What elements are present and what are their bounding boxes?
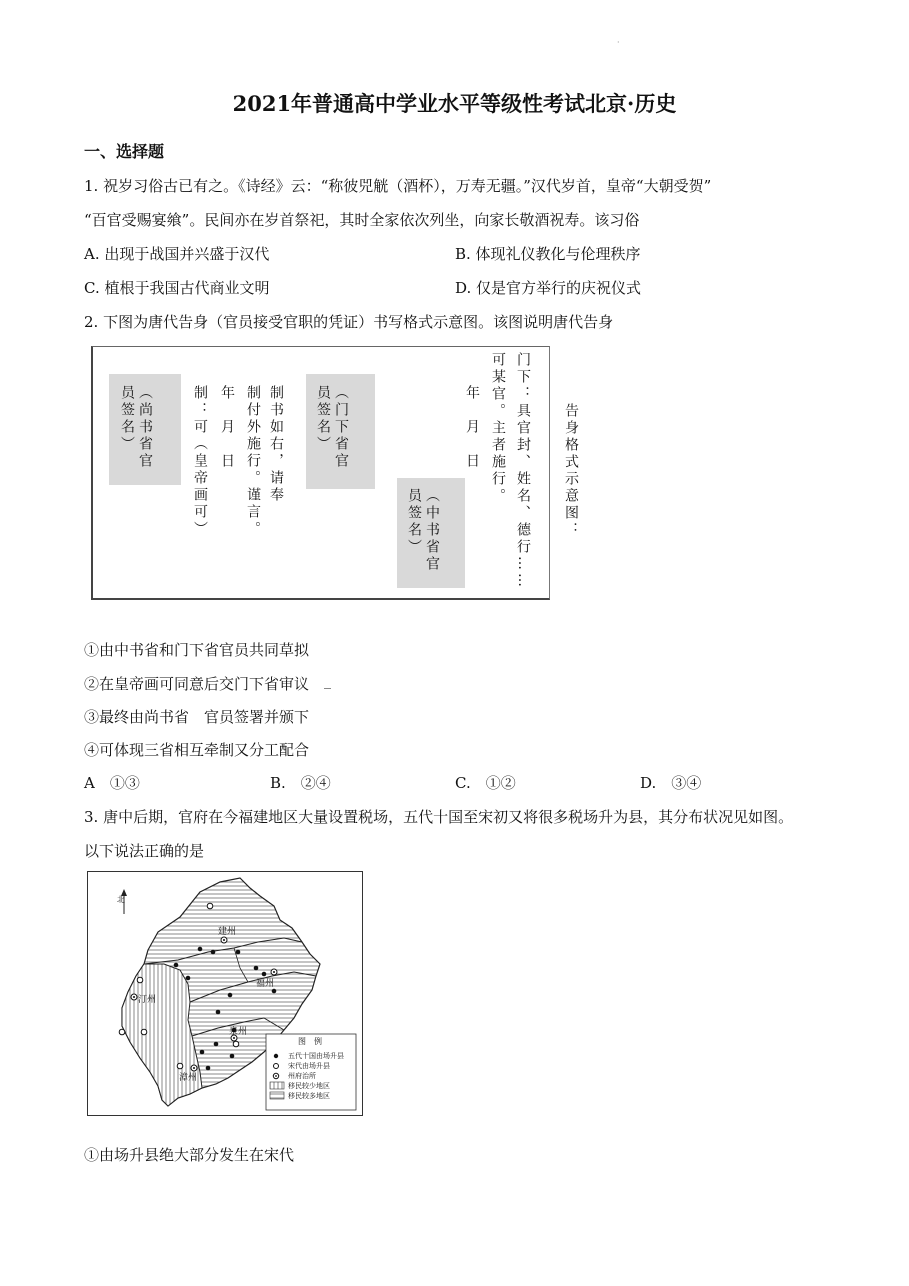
menxia-sign-text: （门下省官员签名） [315, 385, 349, 470]
legend-title: 图 例 [298, 1037, 322, 1046]
legend-symbol-2 [274, 1064, 279, 1069]
legend-symbol-5 [270, 1092, 284, 1099]
zhike-column: 制：可（皇帝画可） [192, 385, 208, 538]
dot-mark: · [617, 38, 620, 47]
q2-statement-4: ④可体现三省相互牵制又分工配合 [84, 741, 310, 759]
q2-option-a: A ①③ [84, 774, 140, 792]
legend-label-3: 州府治所 [288, 1072, 316, 1080]
fujian-map-figure [87, 871, 363, 1116]
page-title: 2021年普通高中学业水平等级性考试北京·历史 [232, 91, 677, 116]
q2-statement-3: ③最终由尚书省 官员签署并颁下 [84, 708, 310, 726]
q1-option-d: D. 仅是官方举行的庆祝仪式 [455, 279, 642, 297]
legend-label-1: 五代十国由场升县 [288, 1052, 344, 1060]
north-label: 北 [117, 895, 125, 904]
zhishu-column: 制书如右，请奉 [268, 385, 284, 504]
kemou-column: 可某官。主者施行。 [490, 352, 506, 505]
q2-stem: 2. 下图为唐代告身（官员接受官职的凭证）书写格式示意图。该图说明唐代告身 [84, 313, 614, 331]
zhongshu-sign-text: （中书省官员签名） [406, 488, 440, 573]
legend-label-2: 宋代由场升县 [288, 1062, 330, 1070]
fuzhou-label: 福州 [256, 979, 275, 989]
q2-statement-1: ①由中书省和门下省官员共同草拟 [84, 641, 310, 659]
q1-stem-line1: 1. 祝岁习俗古已有之。《诗经》云：“称彼兕觥（酒杯），万寿无疆。”汉代岁首，皇帝“大朝受贺” [84, 177, 712, 195]
q1-option-b: B. 体现礼仪教化与伦理秩序 [455, 245, 641, 263]
q1-stem-line2: “百官受赐宴飨”。民间亦在岁首祭祀，其时全家依次列坐，向家长敬酒祝寿。该习俗 [84, 211, 640, 229]
tingzhou-label: 汀州 [138, 995, 157, 1005]
date-column-2: 年 月 日 [219, 385, 235, 470]
menxia-column: 门下：具官封、姓名、德行…… [515, 352, 531, 590]
q2-option-d: D. ③④ [640, 774, 702, 792]
legend-symbol-1 [274, 1054, 278, 1058]
date-column-1: 年 月 日 [464, 385, 480, 470]
legend-label-5: 移民较多地区 [288, 1092, 330, 1100]
q3-stem-line2: 以下说法正确的是 [84, 842, 205, 860]
q3-stem-line1: 3. 唐中后期，官府在今福建地区大量设置税场，五代十国至宋初又将很多税场升为县，其分布状况见如图。 [84, 808, 794, 826]
legend-symbol-4 [270, 1082, 284, 1089]
q2-option-c: C. ①② [455, 774, 516, 792]
fujian-map [88, 872, 362, 1115]
q2-option-b: B. ②④ [270, 774, 331, 792]
zhangzhou-label: 漳州 [179, 1073, 198, 1083]
q3-statement-1: ①由场升县绝大部分发生在宋代 [84, 1146, 295, 1164]
q2-statement-2: ②在皇帝画可同意后交门下省审议 [84, 675, 310, 693]
jianzhou-label: 建州 [218, 927, 237, 937]
gaoshen-format-figure [91, 346, 550, 600]
zhifu-column: 制付外施行。谨言。 [245, 385, 261, 538]
q1-option-c: C. 植根于我国古代商业文明 [84, 279, 270, 297]
section-heading: 一、选择题 [84, 142, 165, 161]
legend-label-4: 移民较少地区 [288, 1082, 330, 1090]
shangshu-sign-text: （尚书省官员签名） [119, 385, 153, 470]
quanzhou-label: 泉州 [229, 1027, 248, 1037]
q1-option-a: A. 出现于战国并兴盛于汉代 [84, 245, 270, 263]
underline-mark [324, 688, 331, 689]
figure-caption: 告身格式示意图： [563, 403, 579, 539]
